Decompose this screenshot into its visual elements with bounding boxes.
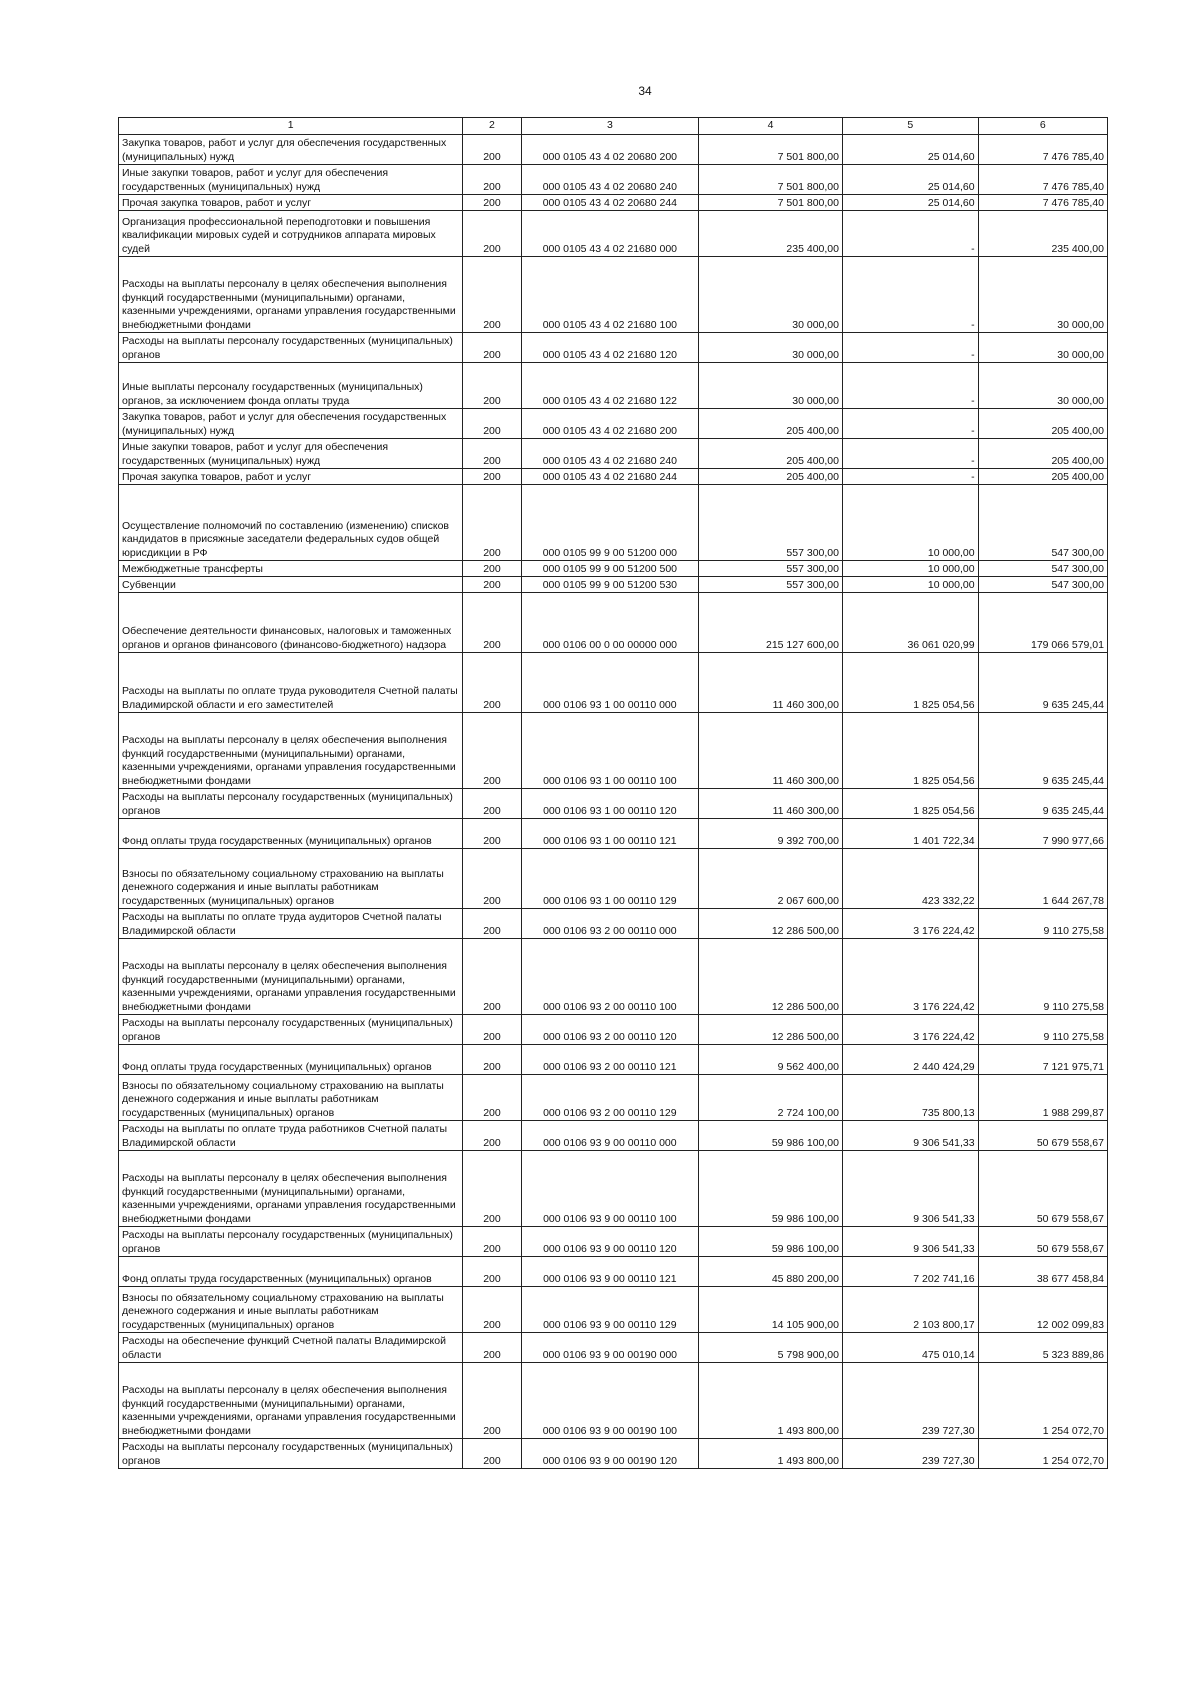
table-row [119,561,1108,577]
column-header: 4 [699,118,843,135]
executed-amount-cell: 3 176 224,42 [842,939,978,1015]
column-header: 3 [521,118,698,135]
budget-code-cell: 000 0106 93 1 00 00110 100 [521,713,698,789]
budget-code-cell: 000 0106 93 2 00 00110 121 [521,1045,698,1075]
approved-amount-cell: 9 562 400,00 [699,1045,843,1075]
admin-code-cell: 200 [463,1151,521,1227]
column-header: 6 [978,118,1107,135]
budget-code-cell: 000 0105 43 4 02 21680 000 [521,211,698,257]
row-name-cell: Расходы на выплаты персоналу в целях обеспечения выполнения функций государственными (муниципальными) органами, казенными учреждениями, органами управления государственными внебюджетными фондами [119,1363,463,1439]
executed-amount-cell: - [842,211,978,257]
unexecuted-amount-cell: 205 400,00 [978,409,1107,439]
unexecuted-amount-cell: 9 110 275,58 [978,909,1107,939]
row-name-cell: Расходы на выплаты персоналу в целях обеспечения выполнения функций государственными (муниципальными) органами, казенными учреждениями, органами управления государственными внебюджетными фондами [119,939,463,1015]
executed-amount-cell: 239 727,30 [842,1363,978,1439]
admin-code-cell: 200 [463,211,521,257]
executed-amount-cell: 3 176 224,42 [842,909,978,939]
table-body [119,135,1108,1469]
table-row [119,1257,1108,1287]
executed-amount-cell: - [842,469,978,485]
budget-execution-table [118,117,1108,1469]
admin-code-cell: 200 [463,469,521,485]
admin-code-cell: 200 [463,593,521,653]
admin-code-cell: 200 [463,577,521,593]
unexecuted-amount-cell: 30 000,00 [978,363,1107,409]
executed-amount-cell: 239 727,30 [842,1439,978,1469]
unexecuted-amount-cell: 30 000,00 [978,333,1107,363]
budget-code-cell: 000 0106 93 9 00 00110 120 [521,1227,698,1257]
row-name-cell: Осуществление полномочий по составлению (изменению) списков кандидатов в присяжные заседатели федеральных судов общей юрисдикции в РФ [119,485,463,561]
approved-amount-cell: 12 286 500,00 [699,909,843,939]
unexecuted-amount-cell: 30 000,00 [978,257,1107,333]
row-name-cell: Расходы на выплаты персоналу государственных (муниципальных) органов [119,333,463,363]
row-name-cell: Фонд оплаты труда государственных (муниципальных) органов [119,819,463,849]
approved-amount-cell: 59 986 100,00 [699,1227,843,1257]
table-row [119,333,1108,363]
approved-amount-cell: 2 724 100,00 [699,1075,843,1121]
row-name-cell: Взносы по обязательному социальному страхованию на выплаты денежного содержания и иные выплаты работникам государственных (муниципальных) органов [119,1287,463,1333]
admin-code-cell: 200 [463,439,521,469]
unexecuted-amount-cell: 7 121 975,71 [978,1045,1107,1075]
approved-amount-cell: 12 286 500,00 [699,1015,843,1045]
admin-code-cell: 200 [463,1121,521,1151]
budget-code-cell: 000 0106 00 0 00 00000 000 [521,593,698,653]
executed-amount-cell: - [842,409,978,439]
row-name-cell: Расходы на выплаты персоналу государственных (муниципальных) органов [119,1227,463,1257]
executed-amount-cell: 25 014,60 [842,135,978,165]
approved-amount-cell: 1 493 800,00 [699,1439,843,1469]
table-row [119,485,1108,561]
budget-code-cell: 000 0105 43 4 02 20680 244 [521,195,698,211]
budget-code-cell: 000 0106 93 2 00 00110 120 [521,1015,698,1045]
column-number-row [119,118,1108,135]
budget-code-cell: 000 0105 43 4 02 20680 240 [521,165,698,195]
table-row [119,1439,1108,1469]
table-row [119,577,1108,593]
budget-code-cell: 000 0105 43 4 02 21680 122 [521,363,698,409]
table-row [119,135,1108,165]
unexecuted-amount-cell: 7 476 785,40 [978,195,1107,211]
unexecuted-amount-cell: 9 635 245,44 [978,713,1107,789]
row-name-cell: Иные закупки товаров, работ и услуг для обеспечения государственных (муниципальных) нужд [119,439,463,469]
column-header: 5 [842,118,978,135]
row-name-cell: Взносы по обязательному социальному страхованию на выплаты денежного содержания и иные выплаты работникам государственных (муниципальных) органов [119,849,463,909]
executed-amount-cell: - [842,333,978,363]
row-name-cell: Расходы на выплаты персоналу государственных (муниципальных) органов [119,1439,463,1469]
budget-code-cell: 000 0105 99 9 00 51200 000 [521,485,698,561]
row-name-cell: Фонд оплаты труда государственных (муниципальных) органов [119,1045,463,1075]
admin-code-cell: 200 [463,1015,521,1045]
budget-code-cell: 000 0106 93 1 00 00110 129 [521,849,698,909]
table-row [119,1121,1108,1151]
approved-amount-cell: 59 986 100,00 [699,1151,843,1227]
admin-code-cell: 200 [463,1045,521,1075]
budget-code-cell: 000 0105 43 4 02 21680 120 [521,333,698,363]
admin-code-cell: 200 [463,819,521,849]
executed-amount-cell: 1 401 722,34 [842,819,978,849]
row-name-cell: Расходы на выплаты по оплате труда работников Счетной палаты Владимирской области [119,1121,463,1151]
table-row [119,789,1108,819]
unexecuted-amount-cell: 1 988 299,87 [978,1075,1107,1121]
row-name-cell: Расходы на выплаты персоналу в целях обеспечения выполнения функций государственными (муниципальными) органами, казенными учреждениями, органами управления государственными внебюджетными фондами [119,1151,463,1227]
row-name-cell: Расходы на выплаты по оплате труда руководителя Счетной палаты Владимирской области и его заместителей [119,653,463,713]
admin-code-cell: 200 [463,1075,521,1121]
executed-amount-cell: 735 800,13 [842,1075,978,1121]
executed-amount-cell: 2 103 800,17 [842,1287,978,1333]
table-row [119,1045,1108,1075]
budget-code-cell: 000 0106 93 1 00 00110 121 [521,819,698,849]
unexecuted-amount-cell: 50 679 558,67 [978,1121,1107,1151]
table-row [119,1151,1108,1227]
row-name-cell: Расходы на выплаты персоналу государственных (муниципальных) органов [119,789,463,819]
executed-amount-cell: 9 306 541,33 [842,1151,978,1227]
admin-code-cell: 200 [463,409,521,439]
budget-code-cell: 000 0106 93 9 00 00110 129 [521,1287,698,1333]
approved-amount-cell: 205 400,00 [699,439,843,469]
table-row [119,1227,1108,1257]
budget-code-cell: 000 0106 93 9 00 00110 000 [521,1121,698,1151]
budget-code-cell: 000 0106 93 2 00 00110 100 [521,939,698,1015]
approved-amount-cell: 205 400,00 [699,409,843,439]
table-row [119,713,1108,789]
table-row [119,469,1108,485]
page-number: 34 [638,84,652,98]
approved-amount-cell: 215 127 600,00 [699,593,843,653]
unexecuted-amount-cell: 7 476 785,40 [978,165,1107,195]
budget-code-cell: 000 0106 93 9 00 00110 121 [521,1257,698,1287]
budget-code-cell: 000 0105 43 4 02 21680 200 [521,409,698,439]
table-row [119,1015,1108,1045]
unexecuted-amount-cell: 235 400,00 [978,211,1107,257]
executed-amount-cell: - [842,439,978,469]
approved-amount-cell: 59 986 100,00 [699,1121,843,1151]
column-header: 2 [463,118,521,135]
table-row [119,165,1108,195]
admin-code-cell: 200 [463,1363,521,1439]
table-row [119,1333,1108,1363]
unexecuted-amount-cell: 7 990 977,66 [978,819,1107,849]
admin-code-cell: 200 [463,1439,521,1469]
executed-amount-cell: 25 014,60 [842,195,978,211]
row-name-cell: Обеспечение деятельности финансовых, налоговых и таможенных органов и органов финансового (финансово-бюджетного) надзора [119,593,463,653]
table-row [119,819,1108,849]
executed-amount-cell: 3 176 224,42 [842,1015,978,1045]
executed-amount-cell: 36 061 020,99 [842,593,978,653]
approved-amount-cell: 30 000,00 [699,333,843,363]
budget-code-cell: 000 0106 93 9 00 00190 120 [521,1439,698,1469]
executed-amount-cell: 7 202 741,16 [842,1257,978,1287]
table-row [119,211,1108,257]
row-name-cell: Закупка товаров, работ и услуг для обеспечения государственных (муниципальных) нужд [119,135,463,165]
approved-amount-cell: 30 000,00 [699,363,843,409]
row-name-cell: Фонд оплаты труда государственных (муниципальных) органов [119,1257,463,1287]
table-row [119,195,1108,211]
row-name-cell: Расходы на обеспечение функций Счетной палаты Владимирской области [119,1333,463,1363]
budget-code-cell: 000 0106 93 1 00 00110 120 [521,789,698,819]
unexecuted-amount-cell: 9 635 245,44 [978,653,1107,713]
approved-amount-cell: 7 501 800,00 [699,165,843,195]
budget-code-cell: 000 0105 43 4 02 21680 100 [521,257,698,333]
row-name-cell: Взносы по обязательному социальному страхованию на выплаты денежного содержания и иные выплаты работникам государственных (муниципальных) органов [119,1075,463,1121]
budget-code-cell: 000 0106 93 2 00 00110 000 [521,909,698,939]
unexecuted-amount-cell: 5 323 889,86 [978,1333,1107,1363]
row-name-cell: Закупка товаров, работ и услуг для обеспечения государственных (муниципальных) нужд [119,409,463,439]
admin-code-cell: 200 [463,195,521,211]
unexecuted-amount-cell: 547 300,00 [978,485,1107,561]
approved-amount-cell: 12 286 500,00 [699,939,843,1015]
budget-code-cell: 000 0106 93 2 00 00110 129 [521,1075,698,1121]
admin-code-cell: 200 [463,165,521,195]
table-row [119,653,1108,713]
executed-amount-cell: 9 306 541,33 [842,1227,978,1257]
unexecuted-amount-cell: 9 110 275,58 [978,1015,1107,1045]
approved-amount-cell: 14 105 900,00 [699,1287,843,1333]
admin-code-cell: 200 [463,909,521,939]
admin-code-cell: 200 [463,485,521,561]
executed-amount-cell: 475 010,14 [842,1333,978,1363]
row-name-cell: Расходы на выплаты персоналу в целях обеспечения выполнения функций государственными (муниципальными) органами, казенными учреждениями, органами управления государственными внебюджетными фондами [119,257,463,333]
unexecuted-amount-cell: 9 635 245,44 [978,789,1107,819]
unexecuted-amount-cell: 12 002 099,83 [978,1287,1107,1333]
table-row [119,909,1108,939]
executed-amount-cell: 1 825 054,56 [842,713,978,789]
admin-code-cell: 200 [463,789,521,819]
admin-code-cell: 200 [463,1287,521,1333]
unexecuted-amount-cell: 205 400,00 [978,469,1107,485]
executed-amount-cell: - [842,257,978,333]
admin-code-cell: 200 [463,363,521,409]
approved-amount-cell: 11 460 300,00 [699,789,843,819]
table-row [119,257,1108,333]
approved-amount-cell: 9 392 700,00 [699,819,843,849]
approved-amount-cell: 30 000,00 [699,257,843,333]
row-name-cell: Иные закупки товаров, работ и услуг для обеспечения государственных (муниципальных) нужд [119,165,463,195]
row-name-cell: Организация профессиональной переподготовки и повышения квалификации мировых судей и сотрудников аппарата мировых судей [119,211,463,257]
table-row [119,409,1108,439]
budget-code-cell: 000 0105 99 9 00 51200 530 [521,577,698,593]
budget-code-cell: 000 0105 43 4 02 20680 200 [521,135,698,165]
row-name-cell: Иные выплаты персоналу государственных (муниципальных) органов, за исключением фонда оплаты труда [119,363,463,409]
row-name-cell: Расходы на выплаты персоналу государственных (муниципальных) органов [119,1015,463,1045]
unexecuted-amount-cell: 1 254 072,70 [978,1363,1107,1439]
budget-code-cell: 000 0105 43 4 02 21680 244 [521,469,698,485]
approved-amount-cell: 235 400,00 [699,211,843,257]
row-name-cell: Прочая закупка товаров, работ и услуг [119,469,463,485]
unexecuted-amount-cell: 50 679 558,67 [978,1227,1107,1257]
unexecuted-amount-cell: 547 300,00 [978,577,1107,593]
unexecuted-amount-cell: 7 476 785,40 [978,135,1107,165]
approved-amount-cell: 45 880 200,00 [699,1257,843,1287]
budget-code-cell: 000 0106 93 1 00 00110 000 [521,653,698,713]
executed-amount-cell: 10 000,00 [842,577,978,593]
budget-code-cell: 000 0105 99 9 00 51200 500 [521,561,698,577]
admin-code-cell: 200 [463,135,521,165]
column-header: 1 [119,118,463,135]
table-row [119,1075,1108,1121]
unexecuted-amount-cell: 1 644 267,78 [978,849,1107,909]
executed-amount-cell: 1 825 054,56 [842,653,978,713]
admin-code-cell: 200 [463,713,521,789]
table-row [119,363,1108,409]
unexecuted-amount-cell: 50 679 558,67 [978,1151,1107,1227]
unexecuted-amount-cell: 38 677 458,84 [978,1257,1107,1287]
executed-amount-cell: 10 000,00 [842,485,978,561]
executed-amount-cell: 1 825 054,56 [842,789,978,819]
executed-amount-cell: 2 440 424,29 [842,1045,978,1075]
approved-amount-cell: 7 501 800,00 [699,135,843,165]
approved-amount-cell: 557 300,00 [699,577,843,593]
executed-amount-cell: 10 000,00 [842,561,978,577]
approved-amount-cell: 11 460 300,00 [699,653,843,713]
unexecuted-amount-cell: 1 254 072,70 [978,1439,1107,1469]
admin-code-cell: 200 [463,1227,521,1257]
approved-amount-cell: 11 460 300,00 [699,713,843,789]
table-row [119,849,1108,909]
executed-amount-cell: - [842,363,978,409]
table-row [119,593,1108,653]
unexecuted-amount-cell: 205 400,00 [978,439,1107,469]
approved-amount-cell: 1 493 800,00 [699,1363,843,1439]
table-row [119,1287,1108,1333]
approved-amount-cell: 557 300,00 [699,485,843,561]
admin-code-cell: 200 [463,653,521,713]
admin-code-cell: 200 [463,849,521,909]
budget-code-cell: 000 0106 93 9 00 00190 100 [521,1363,698,1439]
admin-code-cell: 200 [463,1333,521,1363]
unexecuted-amount-cell: 547 300,00 [978,561,1107,577]
row-name-cell: Расходы на выплаты персоналу в целях обеспечения выполнения функций государственными (муниципальными) органами, казенными учреждениями, органами управления государственными внебюджетными фондами [119,713,463,789]
row-name-cell: Субвенции [119,577,463,593]
table-row [119,1363,1108,1439]
table-row [119,439,1108,469]
executed-amount-cell: 25 014,60 [842,165,978,195]
approved-amount-cell: 7 501 800,00 [699,195,843,211]
approved-amount-cell: 5 798 900,00 [699,1333,843,1363]
unexecuted-amount-cell: 9 110 275,58 [978,939,1107,1015]
executed-amount-cell: 9 306 541,33 [842,1121,978,1151]
approved-amount-cell: 2 067 600,00 [699,849,843,909]
budget-code-cell: 000 0106 93 9 00 00190 000 [521,1333,698,1363]
executed-amount-cell: 423 332,22 [842,849,978,909]
admin-code-cell: 200 [463,257,521,333]
unexecuted-amount-cell: 179 066 579,01 [978,593,1107,653]
table-row [119,939,1108,1015]
admin-code-cell: 200 [463,561,521,577]
approved-amount-cell: 557 300,00 [699,561,843,577]
budget-code-cell: 000 0106 93 9 00 00110 100 [521,1151,698,1227]
approved-amount-cell: 205 400,00 [699,469,843,485]
admin-code-cell: 200 [463,939,521,1015]
row-name-cell: Расходы на выплаты по оплате труда аудиторов Счетной палаты Владимирской области [119,909,463,939]
row-name-cell: Прочая закупка товаров, работ и услуг [119,195,463,211]
budget-code-cell: 000 0105 43 4 02 21680 240 [521,439,698,469]
admin-code-cell: 200 [463,1257,521,1287]
row-name-cell: Межбюджетные трансферты [119,561,463,577]
admin-code-cell: 200 [463,333,521,363]
